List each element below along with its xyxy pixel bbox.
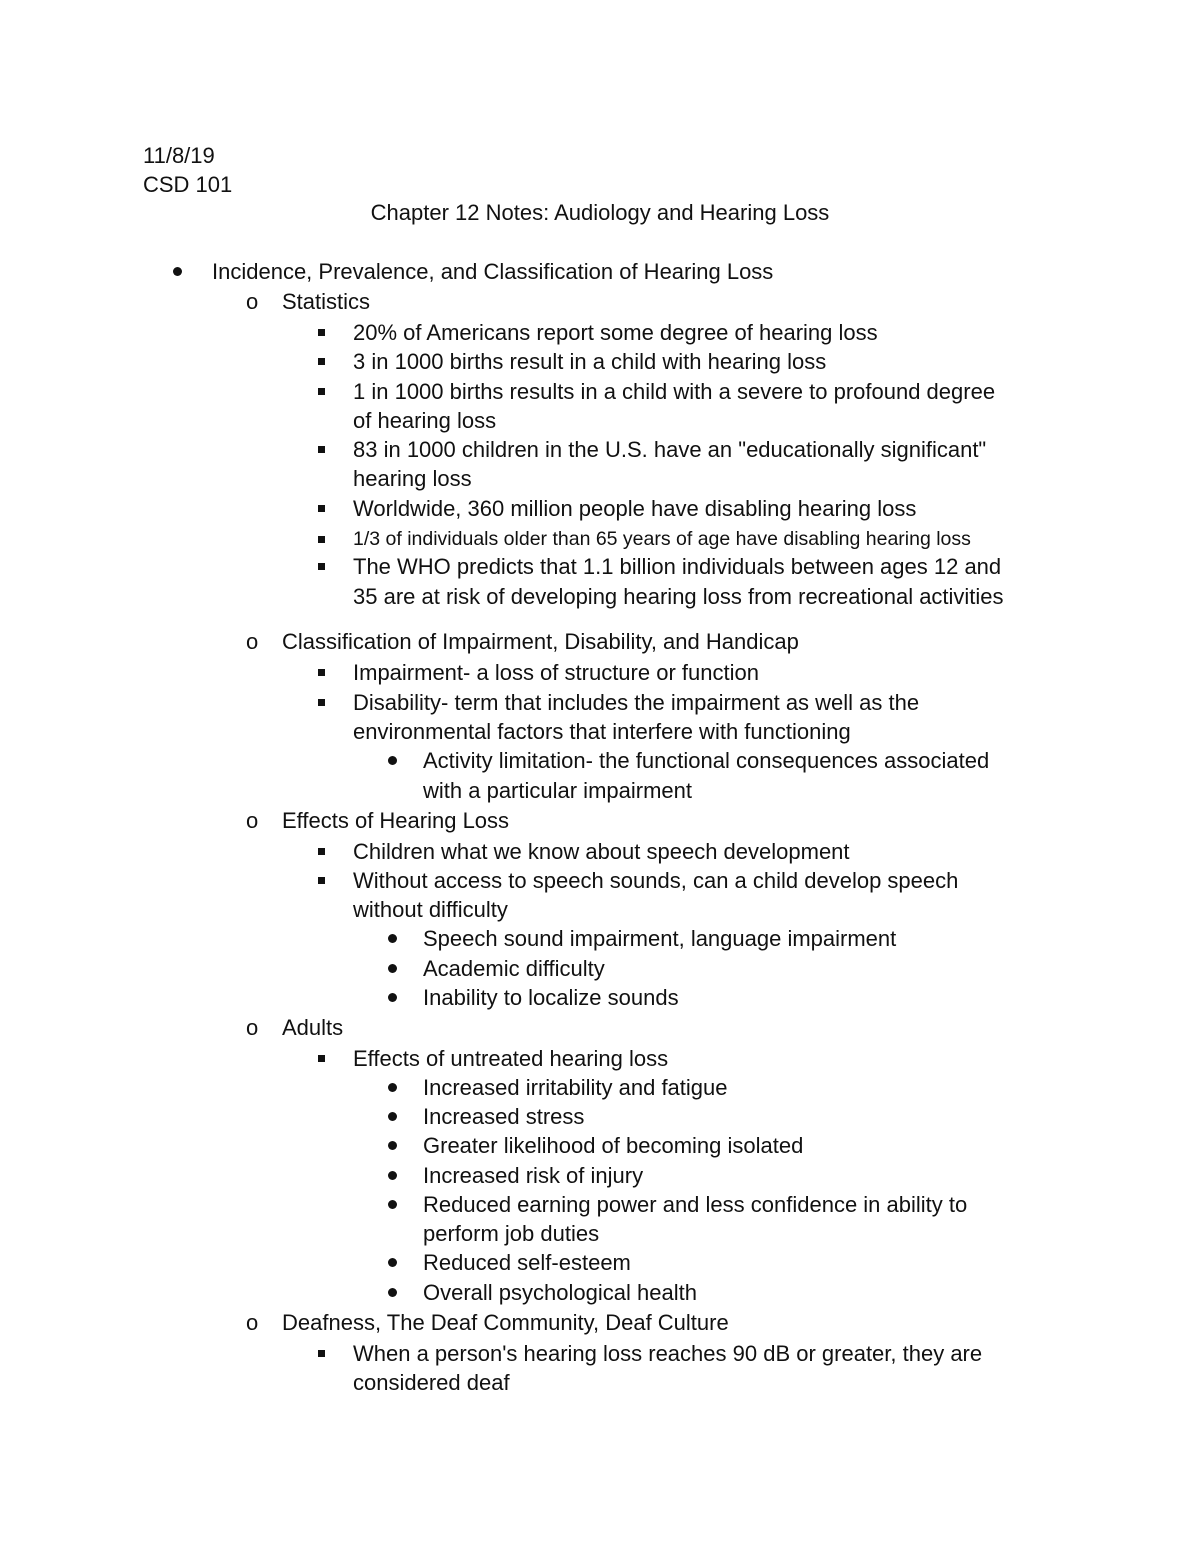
bullet-circle-icon: o <box>246 289 259 314</box>
document-page: 11/8/19 CSD 101 Chapter 12 Notes: Audiology and Hearing Loss Incidence, Prevalence, and Classification of Hearing Loss o Statistics 20% of Americans report some degree of hearing loss 3 in 1000 births result in a child with hearing loss 1 in 1000 births results in a child with a severe to profound degree of hearing loss 83 in 1000 children in the U.S. have an "educationally significant" hearing loss Worldwide, 360 million people have disabling hearing loss 1/3 of individuals older than 65 years of age have disabling hearing loss The WHO predicts that 1.1 billion individuals between ages 12 and 35 are at risk of developing hearing loss from recreational activities o Classification of Impairment, Disability, and Handicap Impairment- a loss of structure or function Disability- term that includes the impairment as well as the environmental factors that interfere with functioning Activity limitation- the functional consequences associated with a particular impairment o Effects of Hearing Loss Children what we know about speech development Without access to speech sounds, can a child develop speech without difficulty Speech sound impairment, language impairment Academic difficulty Inability to localize sounds o Adults Effects of untreated hearing loss Increased irritability and fatigue Increased stress Greater likelihood of becoming isolated Increased risk of injury Reduced earning power and less confidence in ability to perform job duties Reduced self-esteem Overall psychological health o Deafness, The Deaf Community, Deaf Culture When a person's hearing loss reaches 90 dB or greater, they are considered deaf <box>0 0 1200 1553</box>
bullet-square-icon <box>318 877 325 884</box>
bullet-square-icon <box>318 358 325 365</box>
list-item-continuation: perform job duties <box>423 1221 600 1246</box>
bullet-disc-icon <box>388 756 397 765</box>
bullet-disc-icon <box>388 1258 397 1267</box>
course-line: CSD 101 <box>143 172 233 197</box>
bullet-disc-icon <box>173 267 182 276</box>
list-item-continuation: environmental factors that interfere with functioning <box>353 719 851 744</box>
list-item-continuation: without difficulty <box>353 897 508 922</box>
bullet-disc-icon <box>388 1112 397 1121</box>
bullet-disc-icon <box>388 1171 397 1180</box>
page-title: Chapter 12 Notes: Audiology and Hearing Loss <box>370 200 830 225</box>
bullet-circle-icon: o <box>246 808 259 833</box>
bullet-square-icon <box>318 505 325 512</box>
bullet-square-icon <box>318 446 325 453</box>
bullet-square-icon <box>318 563 325 570</box>
bullet-square-icon <box>318 329 325 336</box>
bullet-square-icon <box>318 1350 325 1357</box>
bullet-disc-icon <box>388 934 397 943</box>
list-item-continuation: of hearing loss <box>353 408 497 433</box>
date-line: 11/8/19 <box>143 143 215 168</box>
list-item-continuation: with a particular impairment <box>423 778 692 803</box>
bullet-square-icon <box>318 536 325 543</box>
bullet-disc-icon <box>388 1141 397 1150</box>
bullet-square-icon <box>318 699 325 706</box>
list-item-continuation: hearing loss <box>353 466 472 491</box>
bullet-square-icon <box>318 848 325 855</box>
bullet-disc-icon <box>388 1288 397 1297</box>
list-item-continuation: considered deaf <box>353 1370 510 1395</box>
bullet-disc-icon <box>388 964 397 973</box>
bullet-square-icon <box>318 669 325 676</box>
bullet-circle-icon: o <box>246 1310 259 1335</box>
bullet-circle-icon: o <box>246 1015 259 1040</box>
bullet-square-icon <box>318 388 325 395</box>
bullet-circle-icon: o <box>246 629 259 654</box>
bullet-disc-icon <box>388 1083 397 1092</box>
bullet-square-icon <box>318 1055 325 1062</box>
bullet-disc-icon <box>388 993 397 1002</box>
list-item-continuation: 35 are at risk of developing hearing loss from recreational activities <box>353 584 1004 609</box>
bullet-disc-icon <box>388 1200 397 1209</box>
